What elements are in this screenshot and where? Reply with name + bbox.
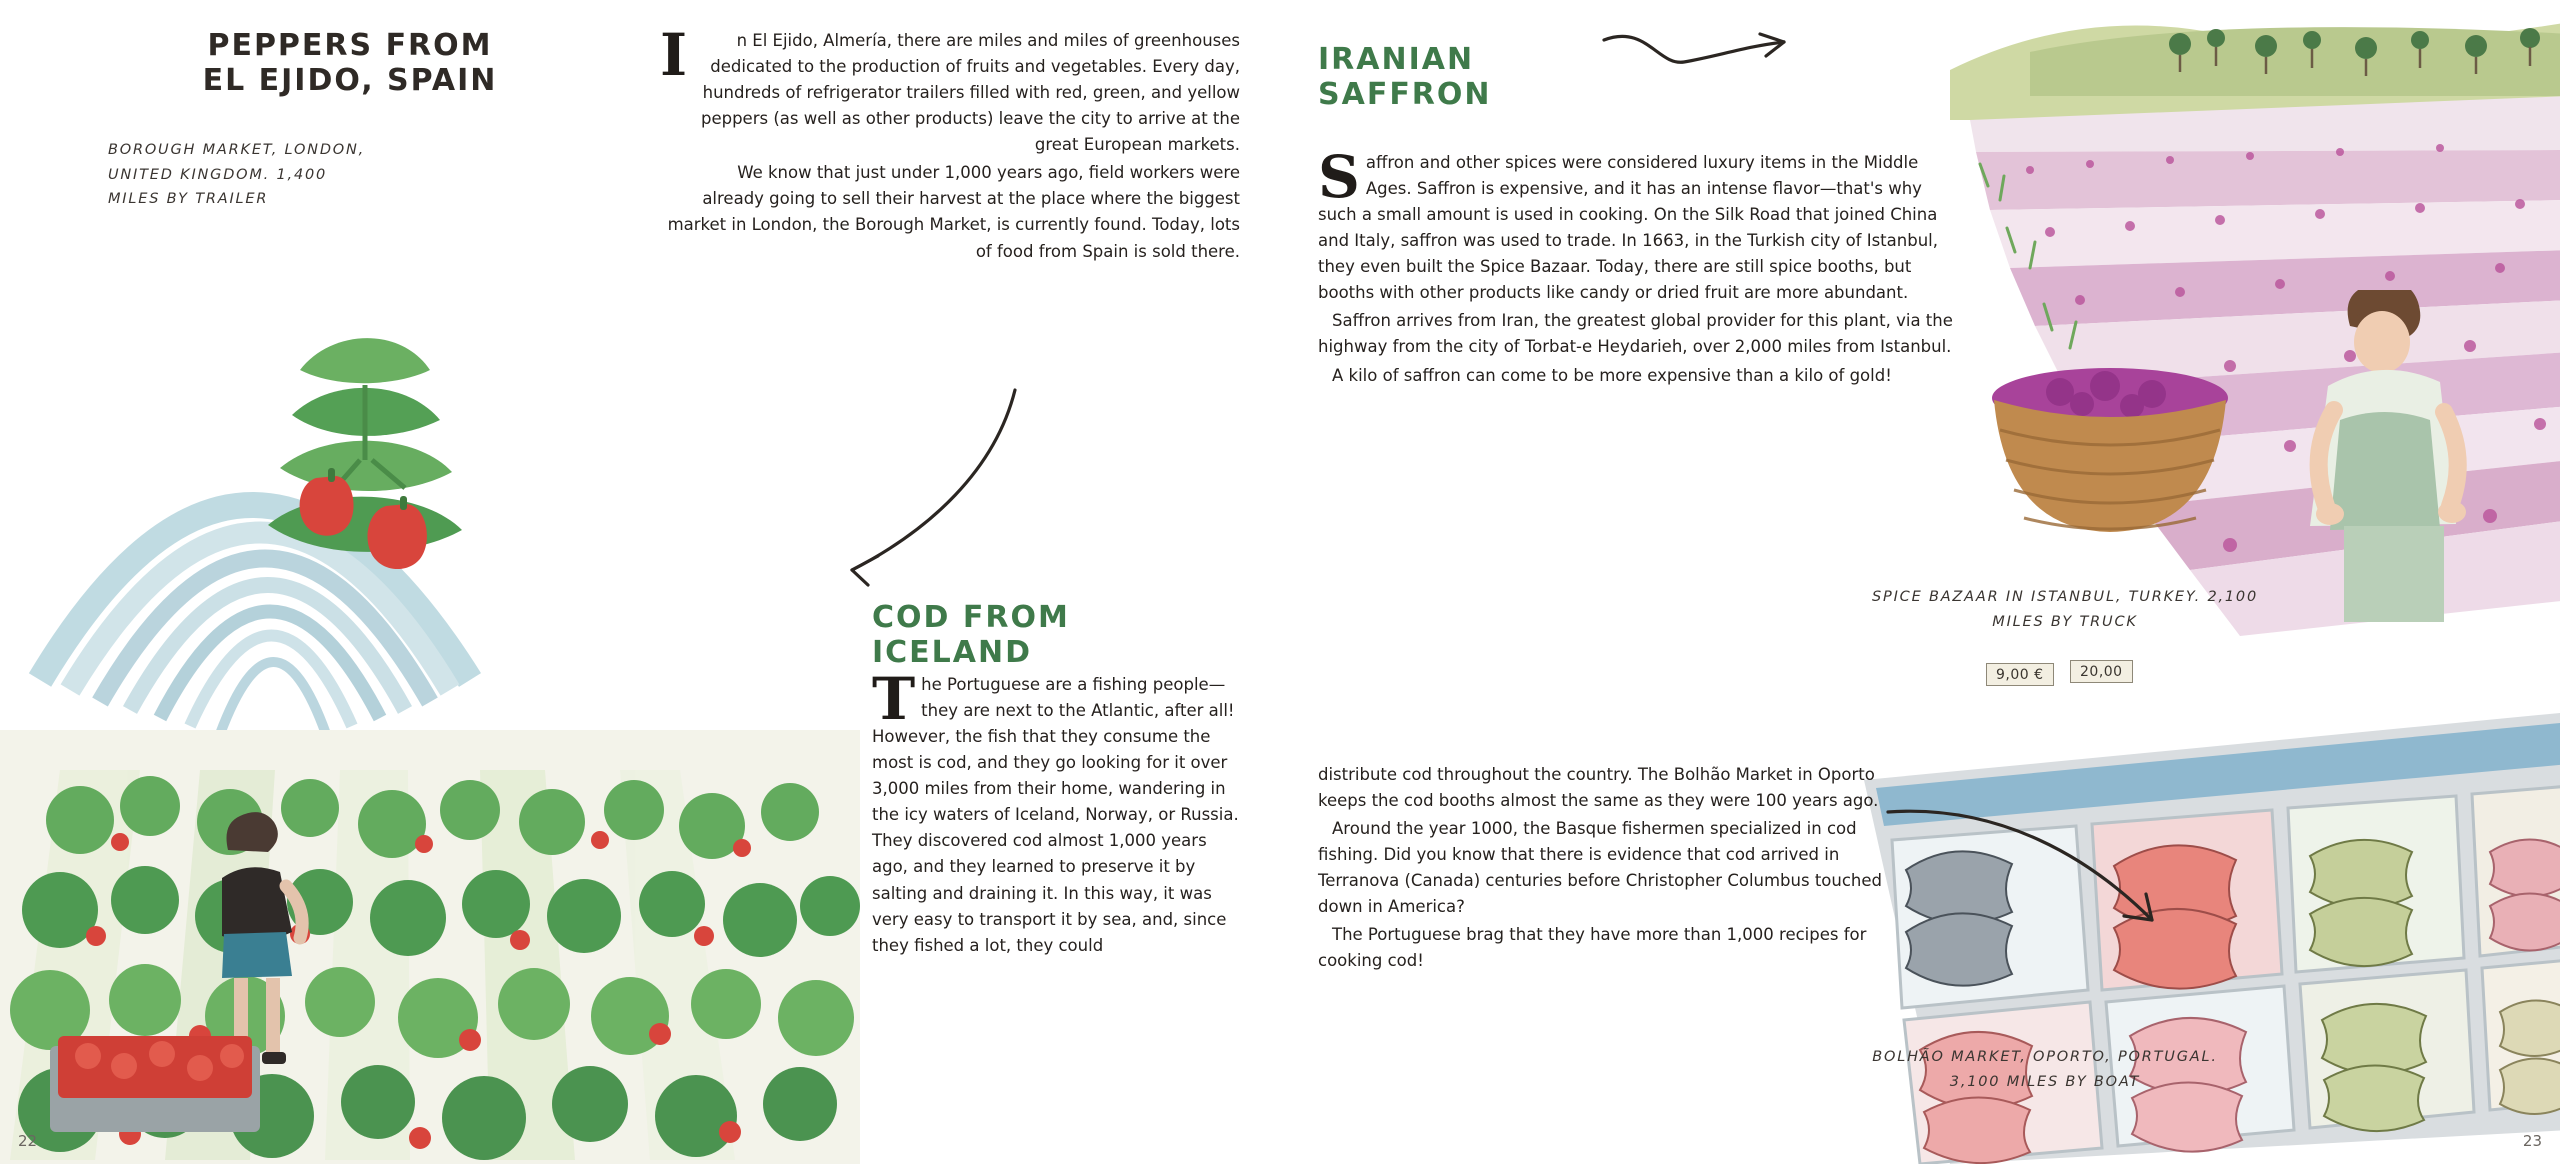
saffron-body-text xyxy=(1318,143,1958,389)
right-page xyxy=(1280,0,2560,1164)
cod-title-text: COD FROM ICELAND xyxy=(872,600,1070,671)
peppers-heading xyxy=(185,28,515,99)
saffron-basket xyxy=(1992,368,2228,532)
greenhouse-peppers-illustration xyxy=(0,210,860,1164)
peppers-paragraph-2: We know that just under 1,000 years ago, field workers were already going to sell their harvest at the place where the biggest market in London, the Borough Market, is currently found. Today, lots of food from Spain is sold there. xyxy=(667,163,1240,261)
price-tag-2: 20,00 xyxy=(2070,660,2133,683)
cod-heading xyxy=(872,600,1232,671)
cod-body-text xyxy=(872,665,1240,959)
pepper-crate xyxy=(50,1036,260,1132)
dropcap-s: S xyxy=(1318,143,1360,211)
cod-continued-body-text xyxy=(1318,762,1898,975)
cod-paragraph-1: The Portuguese are a fishing people—they are next to the Atlantic, after all! However, the fish that they consume the most is cod, and they go looking for it over 3,000 miles from their home, wandering in the icy waters of Iceland, Norway, or Russia. They discovered cod almost 1,000 years ago, and they learned to preserve it by salting and draining it. In this way, it was very easy to transport it by sea, and, since they fished a lot, they could xyxy=(872,665,1239,955)
peppers-paragraph-1: I n El Ejido, Almería, there are miles and miles of greenhouses dedicated to the production of fruits and vegetables. Every day, hundreds of refrigerator trailers filled with red, green, and yellow peppers (as well as other products) leave the city to arrive at the great European markets. xyxy=(660,21,1240,155)
page-number-right: 23 xyxy=(2522,1132,2542,1150)
borough-market-caption xyxy=(108,138,378,212)
page-number-left: 22 xyxy=(18,1132,38,1150)
cod-continued-paragraph-1: distribute cod throughout the country. The Bolhão Market in Oporto keeps the cod booths almost the same as they were 100 years ago. xyxy=(1318,765,1879,811)
borough-market-caption-text: BOROUGH MARKET, LONDON, UNITED KINGDOM. 1,400 MILES BY TRAILER xyxy=(108,142,366,208)
saffron-paragraph-3: A kilo of saffron can come to be more expensive than a kilo of gold! xyxy=(1332,365,1892,385)
saffron-paragraph-1: Saffron and other spices were considered luxury items in the Middle Ages. Saffron is expensive, and it has an intense flavor—that's why such a small amount is used in cooking. On the Silk Road that joined China and Italy, saffron was used to trade. In 1663, in the Turkish city of Istanbul, they even built the Spice Bazaar. Today, there are still spice booths, but booths with other products like candy or dried fruit are more abundant. xyxy=(1318,143,1938,303)
dropcap-t: T xyxy=(872,665,916,733)
peppers-body-text xyxy=(660,21,1240,265)
saffron-seller-figure xyxy=(2310,290,2466,622)
spice-bazaar-caption-text: SPICE BAZAAR IN ISTANBUL, TURKEY. 2,100 MILES BY TRUCK xyxy=(1872,589,2258,630)
peppers-title-text: PEPPERS FROM EL EJIDO, SPAIN xyxy=(202,28,498,99)
saffron-arrow-icon xyxy=(1598,18,1808,98)
bolhao-market-caption-text: BOLHÃO MARKET, OPORTO, PORTUGAL. 3,100 MILES BY BOAT xyxy=(1872,1049,2218,1090)
dropcap-i: I xyxy=(660,21,688,89)
cod-continued-paragraph-3: The Portuguese brag that they have more than 1,000 recipes for cooking cod! xyxy=(1318,925,1867,971)
saffron-heading xyxy=(1318,42,1618,113)
cod-continued-paragraph-2: Around the year 1000, the Basque fishermen specialized in cod fishing. Did you know that there is evidence that cod arrived in Terranova (Canada) centuries before Christopher Columbus touched down in America? xyxy=(1318,819,1883,917)
price-tag-1: 9,00 € xyxy=(1986,663,2054,686)
saffron-title-text: IRANIAN SAFFRON xyxy=(1318,42,1492,113)
saffron-paragraph-2: Saffron arrives from Iran, the greatest global provider for this plant, via the highway from the city of Torbat-e Heydarieh, over 2,000 miles from Istanbul. xyxy=(1318,311,1953,357)
spice-bazaar-caption xyxy=(1870,585,2260,634)
bolhao-market-caption xyxy=(1870,1045,2220,1094)
